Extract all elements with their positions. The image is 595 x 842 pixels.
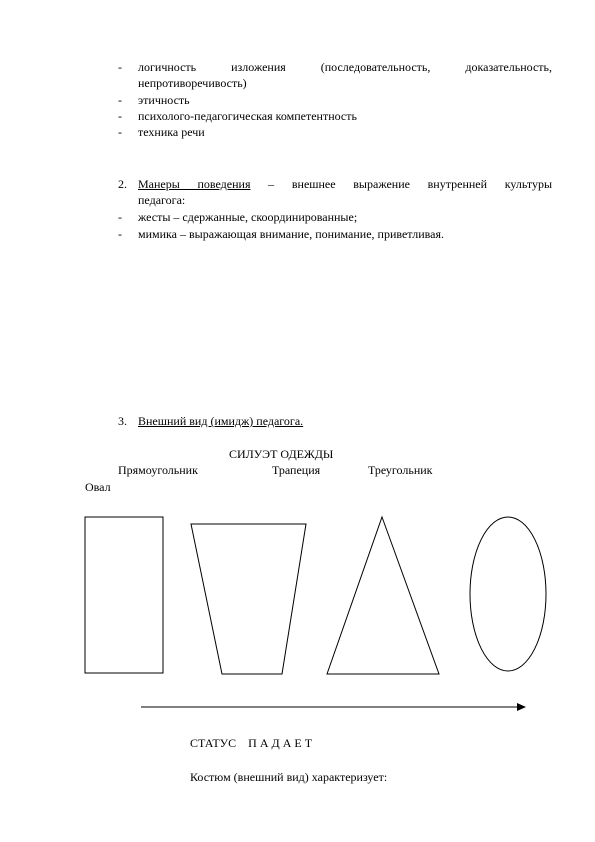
list-marker: - bbox=[118, 93, 122, 107]
list-marker: - bbox=[118, 109, 122, 123]
trapezoid-shape bbox=[191, 524, 306, 674]
silhouette-label-trapezoid: Трапеция bbox=[272, 463, 321, 477]
list-item-text: техника речи bbox=[138, 125, 205, 139]
list-item-text: психолого-педагогическая компетентность bbox=[138, 109, 357, 123]
section-title: Манеры поведения bbox=[138, 177, 251, 191]
list-item-text: жесты – сдержанные, скоординированные; bbox=[138, 210, 358, 224]
list-item-text-continuation: непротиворечивость) bbox=[138, 76, 247, 90]
silhouette-heading: СИЛУЭТ ОДЕЖДЫ bbox=[229, 447, 334, 461]
silhouette-label-rectangle: Прямоугольник bbox=[118, 463, 198, 477]
arrow-head-icon bbox=[517, 703, 526, 711]
list-marker: - bbox=[118, 60, 122, 74]
list-marker: - bbox=[118, 210, 122, 224]
triangle-shape bbox=[327, 517, 439, 674]
rectangle-shape bbox=[85, 517, 163, 673]
section-number: 3. bbox=[118, 414, 127, 428]
silhouette-label-oval: Овал bbox=[85, 480, 111, 494]
list-marker: - bbox=[118, 125, 122, 139]
list-item-text: логичность изложения (последовательность, доказательность, bbox=[138, 60, 552, 74]
section-number: 2. bbox=[118, 177, 127, 191]
list-item-text: этичность bbox=[138, 93, 190, 107]
silhouette-label-triangle: Треугольник bbox=[368, 463, 433, 477]
section-description: – внешнее выражение внутренней культуры bbox=[250, 177, 553, 191]
oval-shape bbox=[470, 517, 546, 671]
section-description-continuation: педагога: bbox=[138, 193, 186, 207]
list-marker: - bbox=[118, 227, 122, 241]
status-text: СТАТУС П А Д А Е Т bbox=[190, 736, 313, 750]
list-item-text: мимика – выражающая внимание, понимание, приветливая. bbox=[138, 227, 444, 241]
section-title: Внешний вид (имидж) педагога. bbox=[138, 414, 304, 428]
costume-text: Костюм (внешний вид) характеризует: bbox=[190, 770, 388, 784]
